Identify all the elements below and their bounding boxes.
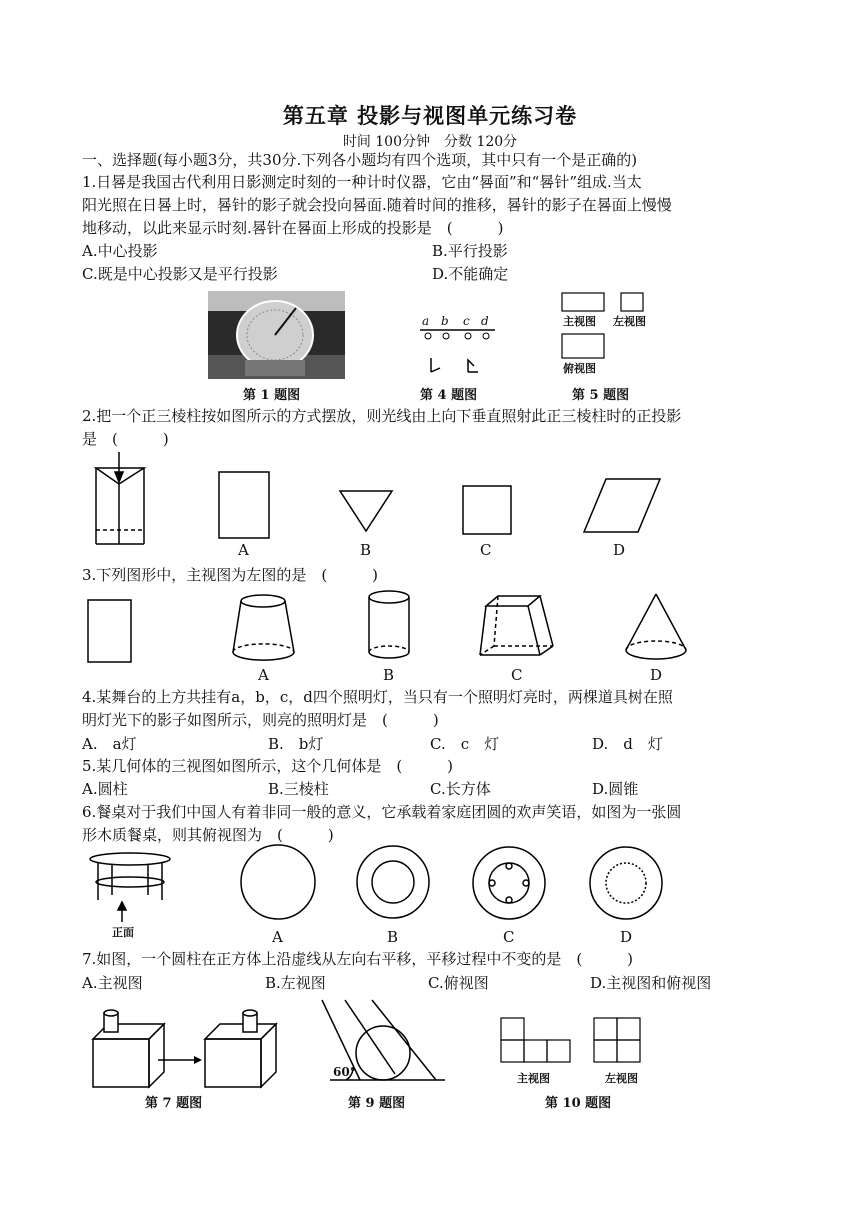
q7-option-c: C.俯视图: [428, 974, 489, 992]
fig4-label-d: d: [481, 314, 489, 328]
fig4-label-a: a: [422, 314, 430, 328]
q2-option-b-triangle: [340, 491, 392, 531]
fig10-front-label: 主视图: [517, 1072, 550, 1085]
q2-option-c-square: [463, 486, 511, 534]
fig4-lights: [420, 330, 495, 372]
q7-option-b: B.左视图: [265, 974, 326, 992]
q3-letter-c: C: [511, 666, 523, 684]
q5-option-a: A.圆柱: [82, 780, 128, 798]
q6-letter-d: D: [620, 928, 633, 946]
q6-line-1: 6.餐桌对于我们中国人有着非同一般的意义，它承载着家庭团圆的欢声笑语，如图为一张圆: [82, 803, 682, 821]
fig7-cube-right: [205, 1010, 276, 1087]
q3-letter-d: D: [650, 666, 663, 684]
q2-letter-a: A: [238, 541, 249, 559]
q1-option-d: D.不能确定: [432, 265, 509, 283]
q1-option-a: A.中心投影: [82, 242, 158, 260]
fig9-angle-label: 60°: [333, 1065, 356, 1079]
fig5-left-label: 左视图: [613, 315, 646, 328]
q3-option-c-prism-frustum: [480, 596, 553, 655]
q6-option-b-ring: [357, 846, 429, 918]
q4-option-a: A. a灯: [82, 735, 137, 753]
fig1-caption: 第 1 题图: [243, 388, 301, 403]
fig10-left-label: 左视图: [605, 1072, 638, 1085]
q4-line-2: 明灯光下的影子如图所示，则亮的照明灯是 ( ): [82, 711, 439, 729]
fig4-label-b: b: [441, 314, 449, 328]
q1-line-2: 阳光照在日晷上时，晷针的影子就会投向晷面.随着时间的推移，晷针的影子在晷面上慢慢: [82, 196, 672, 214]
fig9-caption: 第 9 题图: [348, 1096, 406, 1111]
q7-text: 7.如图，一个圆柱在正方体上沿虚线从左向右平移，平移过程中不变的是 ( ): [82, 950, 634, 968]
q5-option-d: D.圆锥: [592, 780, 639, 798]
q3-option-a-frustum: [233, 595, 294, 660]
sundial-photo: [208, 291, 345, 379]
q2-letter-b: B: [360, 541, 372, 559]
q4-option-c: C. c 灯: [430, 735, 500, 753]
q2-line-2: 是 ( ): [82, 430, 169, 448]
fig5-front-label: 主视图: [563, 315, 596, 328]
page-subtitle: 时间 100分钟 分数 120分: [342, 134, 518, 150]
q5-text: 5.某几何体的三视图如图所示，这个几何体是 ( ): [82, 757, 454, 775]
q3-option-d-cone: [626, 594, 686, 659]
fig7-caption: 第 7 题图: [145, 1096, 203, 1111]
q5-option-c: C.长方体: [430, 780, 491, 798]
fig5-top-label: 俯视图: [563, 362, 596, 375]
q7-option-d: D.主视图和俯视图: [590, 974, 712, 992]
q4-line-1: 4.某舞台的上方共挂有a，b，c，d四个照明灯，当只有一个照明灯亮时，两棵道具树在照: [82, 688, 673, 706]
q6-letter-b: B: [387, 928, 399, 946]
q1-option-b: B.平行投影: [432, 242, 508, 260]
q4-option-d: D. d 灯: [592, 735, 663, 753]
q4-option-b: B. b灯: [268, 735, 324, 753]
q6-option-c-ring-legs: [473, 847, 545, 919]
q6-letter-c: C: [503, 928, 515, 946]
q2-prism: [96, 452, 144, 544]
fig7-cube-left: [93, 1010, 164, 1087]
fig10-caption: 第 10 题图: [545, 1096, 612, 1111]
page-title: 第五章 投影与视图单元练习卷: [282, 103, 578, 128]
q2-letter-c: C: [480, 541, 492, 559]
q3-option-b-cylinder: [369, 591, 409, 658]
q3-text: 3.下列图形中，主视图为左图的是 ( ): [82, 566, 379, 584]
fig7-arrowhead: [194, 1056, 202, 1064]
fig4-label-c: c: [463, 314, 470, 328]
q6-letter-a: A: [272, 928, 283, 946]
q6-line-2: 形木质餐桌，则其俯视图为 ( ): [82, 826, 334, 844]
q6-front-label: 正面: [112, 926, 134, 939]
q3-letter-b: B: [383, 666, 395, 684]
q6-table: [90, 853, 170, 922]
q2-letter-d: D: [613, 541, 626, 559]
q1-line-1: 1.日晷是我国古代利用日影测定时刻的一种计时仪器，它由“晷面”和“晷针”组成.当太: [82, 173, 642, 191]
q2-option-a-rect: [219, 472, 269, 538]
q1-option-c: C.既是中心投影又是平行投影: [82, 265, 278, 283]
q2-line-1: 2.把一个正三棱柱按如图所示的方式摆放，则光线由上向下垂直照射此正三棱柱时的正投影: [82, 407, 682, 425]
fig10-front-view: [501, 1018, 570, 1062]
q3-letter-a: A: [258, 666, 269, 684]
q5-option-b: B.三棱柱: [268, 780, 329, 798]
fig5-caption: 第 5 题图: [572, 388, 630, 403]
q1-line-3: 地移动，以此来显示时刻.晷针在晷面上形成的投影是 ( ): [82, 219, 504, 237]
section-heading: 一、选择题(每小题3分，共30分.下列各小题均有四个选项，其中只有一个是正确的): [82, 151, 638, 169]
fig4-caption: 第 4 题图: [420, 388, 478, 403]
q6-option-d-dashed: [590, 847, 662, 919]
q6-option-a-circle: [241, 845, 315, 919]
q7-option-a: A.主视图: [82, 974, 143, 992]
q2-option-d-parallelogram: [584, 479, 660, 532]
fig10-left-view: [594, 1018, 640, 1062]
q3-reference-rect: [88, 600, 131, 662]
